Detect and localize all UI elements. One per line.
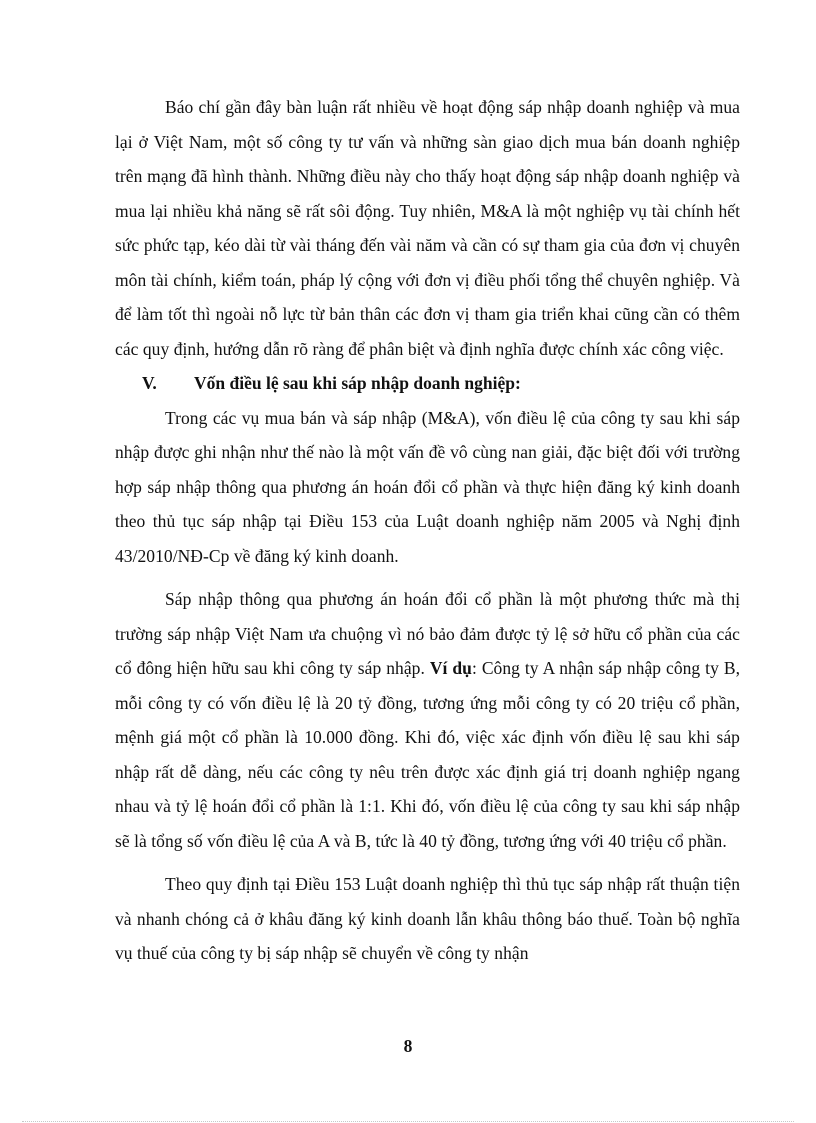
paragraph-gap: [115, 858, 740, 867]
section-heading: [115, 366, 740, 401]
example-label: Ví dụ: [429, 658, 472, 678]
section-title: Vốn điều lệ sau khi sáp nhập doanh nghiệp:: [194, 373, 521, 393]
page-content: [115, 90, 740, 971]
paragraph-ma-overview: Báo chí gần đây bàn luận rất nhiều về hoạt động sáp nhập doanh nghiệp và mua lại ở Việt Nam, một số công ty tư vấn và những sàn giao dịch mua bán doanh nghiệp trên mạng đã hình thành. Những điều này cho thấy hoạt động sáp nhập doanh nghiệp và mua lại nhiều khả năng sẽ rất sôi động. Tuy nhiên, M&A là một nghiệp vụ tài chính hết sức phức tạp, kéo dài từ vài tháng đến vài năm và cần có sự tham gia của đơn vị chuyên môn tài chính, kiểm toán, pháp lý cộng với đơn vị điều phối tổng thể chuyên nghiệp. Và để làm tốt thì ngoài nỗ lực từ bản thân các đơn vị tham gia triển khai cũng cần có thêm các quy định, hướng dẫn rõ ràng để phân biệt và định nghĩa được chính xác công việc.: [115, 97, 740, 359]
page-bottom-border: [22, 1121, 794, 1122]
paragraph-article-153: Theo quy định tại Điều 153 Luật doanh nghiệp thì thủ tục sáp nhập rất thuận tiện và nhanh chóng cả ở khâu đăng ký kinh doanh lẫn khâu thông báo thuế. Toàn bộ nghĩa vụ thuế của công ty bị sáp nhập sẽ chuyển về công ty nhận: [115, 874, 740, 963]
section-number: V.: [142, 373, 157, 393]
paragraph-share-swap-text: Sáp nhập thông qua phương án hoán đổi cổ phần là một phương thức mà thị trường sáp nhập Việt Nam ưa chuộng vì nó bảo đảm được tỷ lệ sở hữu cổ phần của các cổ đông hiện hữu sau khi công ty sáp nhập.: [115, 589, 740, 678]
paragraph-share-swap-example: : Công ty A nhận sáp nhập công ty B, mỗi công ty có vốn điều lệ là 20 tỷ đồng, tương ứng mỗi công ty có 20 triệu cổ phần, mệnh giá một cổ phần là 10.000 đồng. Khi đó, việc xác định vốn điều lệ sau khi sáp nhập rất dễ dàng, nếu các công ty nêu trên được xác định giá trị doanh nghiệp ngang nhau và tỷ lệ hoán đổi cổ phần là 1:1. Khi đó, vốn điều lệ của công ty sau khi sáp nhập sẽ là tổng số vốn điều lệ của A và B, tức là 40 tỷ đồng, tương ứng với 40 triệu cổ phần.: [115, 658, 740, 851]
page-number: 8: [403, 1036, 413, 1056]
paragraph-charter-capital: Trong các vụ mua bán và sáp nhập (M&A), vốn điều lệ của công ty sau khi sáp nhập được ghi nhận như thế nào là một vấn đề vô cùng nan giải, đặc biệt đối với trường hợp sáp nhập thông qua phương án hoán đổi cổ phần và thực hiện đăng ký kinh doanh theo thủ tục sáp nhập tại Điều 153 của Luật doanh nghiệp năm 2005 và Nghị định 43/2010/NĐ-Cp về đăng ký kinh doanh.: [115, 407, 740, 566]
paragraph-gap: [115, 573, 740, 582]
paragraph-share-swap: [115, 582, 740, 858]
